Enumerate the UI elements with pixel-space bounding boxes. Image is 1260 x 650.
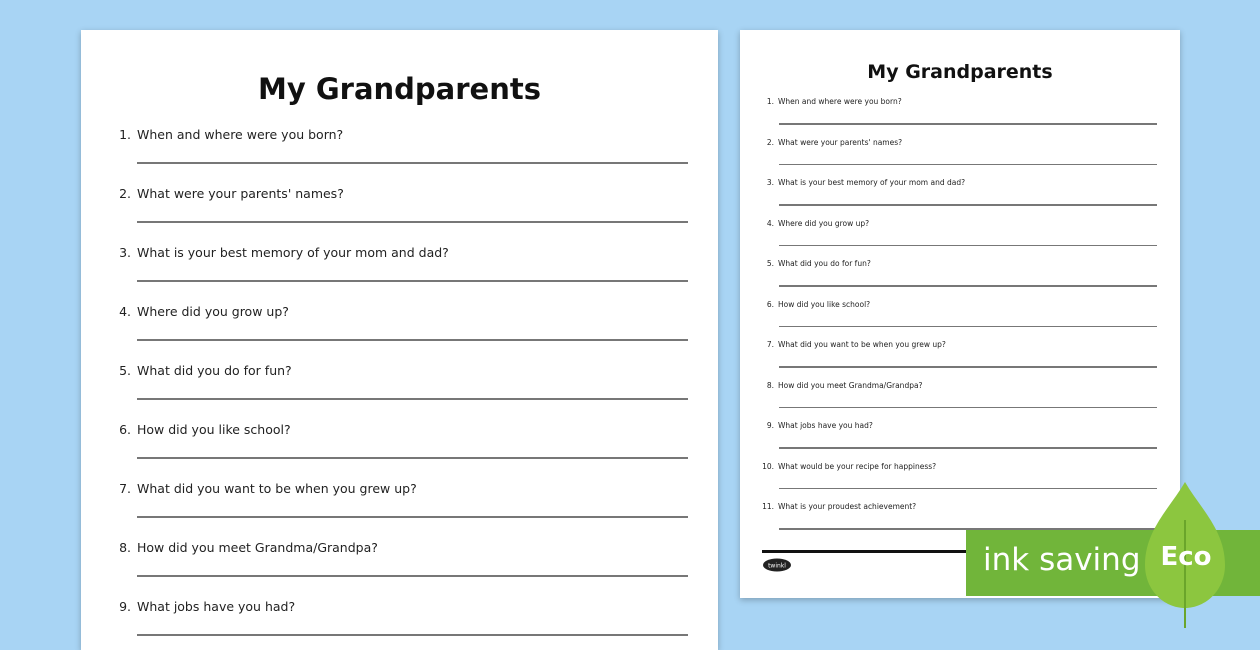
question-text: What is your proudest achievement?: [778, 502, 917, 511]
answer-line: [137, 280, 688, 282]
answer-line: [137, 162, 688, 164]
question-text: When and where were you born?: [778, 97, 902, 106]
question-text: Where did you grow up?: [137, 304, 289, 319]
answer-line: [779, 326, 1157, 328]
question-text: What did you want to be when you grew up?: [137, 481, 417, 496]
question-number: 4.: [766, 218, 774, 228]
twinkl-logo-icon: [762, 558, 792, 572]
answer-line: [137, 634, 688, 636]
question-number: 3.: [119, 245, 131, 260]
question-text: How did you like school?: [137, 422, 291, 437]
question-number: 6.: [766, 299, 774, 309]
question-number: 10.: [762, 461, 774, 471]
ink-saving-label: ink saving: [983, 542, 1141, 578]
question-text: How did you like school?: [778, 299, 871, 309]
answer-line: [779, 245, 1157, 247]
answer-line: [779, 407, 1157, 409]
question-text: What would be your recipe for happiness?: [778, 461, 937, 471]
answer-line: [137, 398, 688, 400]
question-text: What were your parents' names?: [137, 186, 344, 201]
answer-line: [137, 339, 688, 341]
logo-text: twinkl: [768, 562, 786, 570]
question-number: 8.: [119, 540, 131, 555]
question-number: 4.: [119, 304, 131, 319]
question-text: What did you want to be when you grew up?: [778, 340, 946, 349]
worksheet-preview-small: [740, 30, 1180, 598]
question-number: 5.: [766, 259, 774, 268]
footer-rule: [762, 550, 992, 553]
eco-label: Eco: [1160, 542, 1212, 572]
question-text: What did you do for fun?: [137, 363, 292, 378]
question-text: What jobs have you had?: [778, 421, 873, 430]
question-number: 9.: [119, 599, 131, 614]
answer-line: [779, 123, 1157, 125]
question-text: How did you meet Grandma/Grandpa?: [778, 380, 923, 390]
answer-line: [137, 221, 688, 223]
question-number: 5.: [119, 363, 131, 378]
question-number: 11.: [762, 502, 774, 511]
question-number: 3.: [766, 178, 774, 187]
answer-line: [779, 488, 1157, 490]
answer-line: [137, 516, 688, 518]
question-text: What jobs have you had?: [137, 599, 296, 614]
answer-line: [779, 366, 1157, 368]
question-number: 1.: [119, 127, 131, 142]
answer-line: [137, 457, 688, 459]
worksheet-preview-large: [81, 30, 718, 650]
question-number: 7.: [766, 340, 774, 349]
question-text: Where did you grow up?: [778, 218, 870, 228]
question-text: What is your best memory of your mom and dad?: [778, 178, 966, 187]
worksheet-title: My Grandparents: [257, 72, 541, 106]
question-text: What is your best memory of your mom and dad?: [137, 245, 449, 260]
answer-line: [779, 447, 1157, 449]
answer-line: [137, 575, 688, 577]
question-number: 1.: [766, 97, 774, 106]
question-text: What were your parents' names?: [778, 137, 903, 147]
worksheet-title: My Grandparents: [867, 61, 1053, 83]
question-number: 8.: [766, 380, 774, 390]
question-number: 6.: [119, 422, 131, 437]
question-number: 2.: [766, 137, 774, 147]
question-text: When and where were you born?: [137, 127, 344, 142]
answer-line: [779, 204, 1157, 206]
answer-line: [779, 164, 1157, 166]
question-number: 7.: [119, 481, 131, 496]
question-number: 2.: [119, 186, 131, 201]
question-number: 9.: [766, 421, 774, 430]
answer-line: [779, 285, 1157, 287]
question-text: How did you meet Grandma/Grandpa?: [137, 540, 378, 555]
question-text: What did you do for fun?: [778, 259, 871, 268]
